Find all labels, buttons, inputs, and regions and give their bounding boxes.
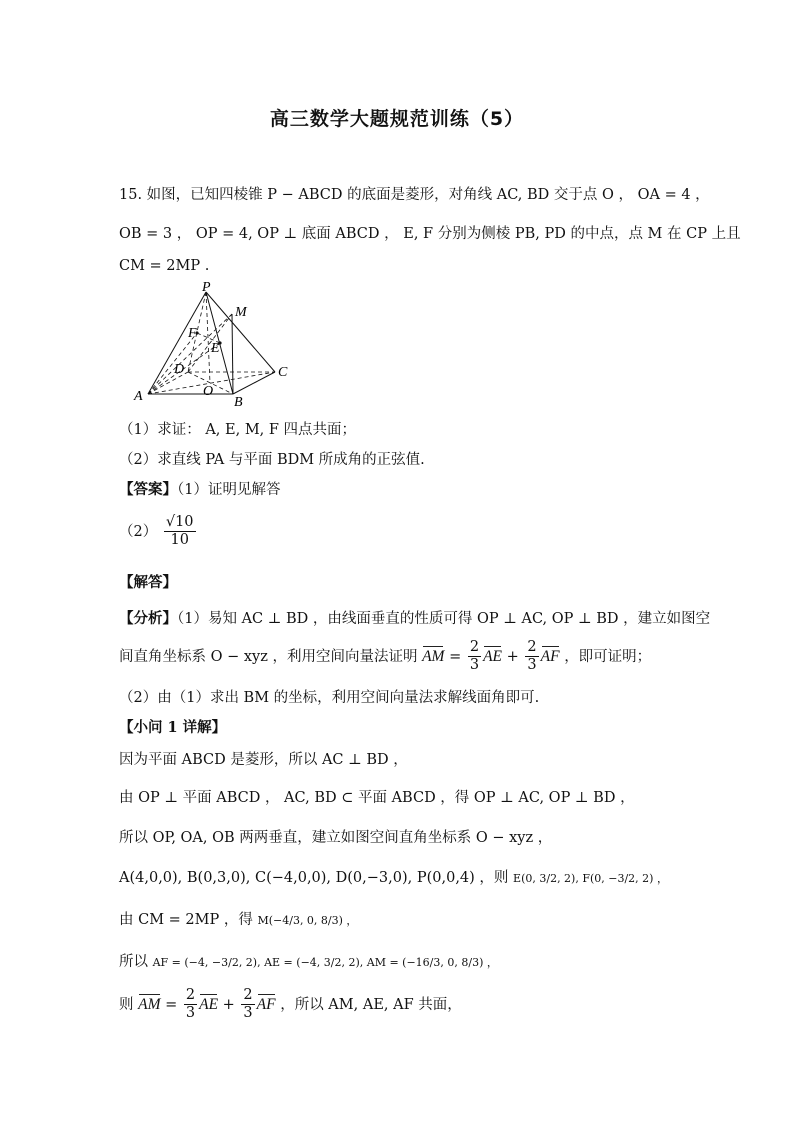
- vector-AE-2: AE: [199, 996, 219, 1014]
- problem-line-1: 15. 如图，已知四棱锥 P − ABCD 的底面是菱形，对角线 AC, BD 交于点 O ， OA = 4 ，: [119, 187, 710, 203]
- solution-line-7: 则 AM = $\frac{2}{3}$ AE + $\frac{2}{3}$ AF ，所以 AM, AE, AF 共面，: [119, 987, 462, 1021]
- solution-line-4: [119, 866, 668, 887]
- fraction-2-3-d: $\frac{2}{3}$: [243, 987, 253, 1021]
- page-title: 高三数学大题规范训练（5）: [269, 108, 525, 130]
- point-M-coords: M(−4/3, 0, 8/3) ，: [257, 914, 358, 927]
- sub-question-1-label: 【小问 1 详解】: [119, 719, 227, 736]
- answer-label: 【答案】: [119, 481, 177, 498]
- answer-2-denominator: 10: [170, 531, 189, 548]
- solution-label: 【解答】: [119, 574, 177, 591]
- solution-line-3: 所以 OP, OA, OB 两两垂直，建立如图空间直角坐标系 O − xyz ，: [119, 830, 553, 846]
- solution-line-2: 由 OP ⊥ 平面 ABCD ， AC, BD ⊂ 平面 ABCD ，得 OP ⊥ AC, OP ⊥ BD ，: [119, 790, 635, 806]
- coplanar-conclusion: ，所以 AM, AE, AF 共面，: [280, 997, 462, 1014]
- analysis-1c: ，即可证明；: [564, 649, 652, 666]
- solution-line-1: 因为平面 ABCD 是菱形，所以 AC ⊥ BD ，: [119, 752, 408, 768]
- analysis-1a: （1）易知 AC ⊥ BD ，由线面垂直的性质可得 OP ⊥ AC, OP ⊥ BD ，建立如图空: [177, 611, 711, 627]
- answer-2-prefix: （2）: [119, 524, 158, 541]
- edge-BM: [232, 314, 233, 394]
- label-E: E: [211, 341, 220, 356]
- analysis-line-1: [119, 607, 710, 628]
- points-E-F: E(0, 3/2, 2), F(0, −3/2, 2) ，: [513, 872, 668, 885]
- analysis-line-2: 间直角坐标系 O − xyz ，利用空间向量法证明 AM = $\frac{2}{3}$ AE + $\frac{2}{3}$ AF ，即可证明；: [119, 639, 652, 673]
- answer-line-1: [119, 478, 280, 499]
- then-label: 则: [119, 997, 134, 1014]
- answer-2-numerator: √10: [165, 514, 194, 530]
- label-P: P: [202, 282, 211, 295]
- label-A: A: [134, 389, 143, 404]
- so-label: 所以: [119, 954, 148, 970]
- solution-line-6: [119, 950, 498, 971]
- analysis-line-3: （2）由（1）求出 BM 的坐标，利用空间向量法求解线面角即可.: [119, 690, 540, 706]
- fraction-2-3-c: $\frac{2}{3}$: [185, 987, 196, 1021]
- label-B: B: [234, 395, 243, 407]
- solution-line-5: [119, 908, 357, 929]
- label-F: F: [188, 326, 197, 341]
- fraction-2-3-b: $\frac{2}{3}$: [527, 639, 537, 673]
- question-2: （2）求直线 PA 与平面 BDM 所成角的正弦值.: [119, 452, 425, 468]
- analysis-1b: 间直角坐标系 O − xyz ，利用空间向量法证明: [119, 649, 418, 666]
- vector-AF-2: AF: [256, 996, 276, 1014]
- problem-line-3: CM = 2MP .: [119, 258, 210, 274]
- vectors-AF-AE-AM: AF = (−4, −3/2, 2), AE = (−4, 3/2, 2), AM = (−16/3, 0, 8/3) ，: [152, 956, 498, 969]
- coordinates-list: A(4,0,0), B(0,3,0), C(−4,0,0), D(0,−3,0), P(0,0,4) ，则: [119, 870, 509, 886]
- label-M: M: [235, 305, 247, 320]
- label-D: D: [174, 362, 185, 377]
- label-O: O: [203, 384, 214, 399]
- answer-2-fraction: [164, 515, 196, 549]
- pyramid-figure: [130, 282, 310, 407]
- answer-line-2: [119, 515, 198, 549]
- vector-AM-2: AM: [138, 996, 161, 1014]
- vector-AM: AM: [422, 648, 445, 666]
- fraction-2-3-a: $\frac{2}{3}$: [469, 639, 480, 673]
- analysis-label: 【分析】: [119, 610, 177, 627]
- relation-CM-MP: 由 CM = 2MP ，得: [119, 912, 253, 928]
- question-1: （1）求证： A, E, M, F 四点共面；: [119, 422, 357, 438]
- vector-AE: AE: [483, 648, 503, 666]
- problem-line-2: OB = 3 ， OP = 4, OP ⊥ 底面 ABCD ， E, F 分别为侧棱 PB, PD 的中点，点 M 在 CP 上且: [119, 226, 741, 242]
- label-C: C: [278, 365, 288, 380]
- vector-AF: AF: [540, 648, 560, 666]
- answer-1: （1）证明见解答: [177, 482, 281, 498]
- edge-PA: [148, 292, 206, 394]
